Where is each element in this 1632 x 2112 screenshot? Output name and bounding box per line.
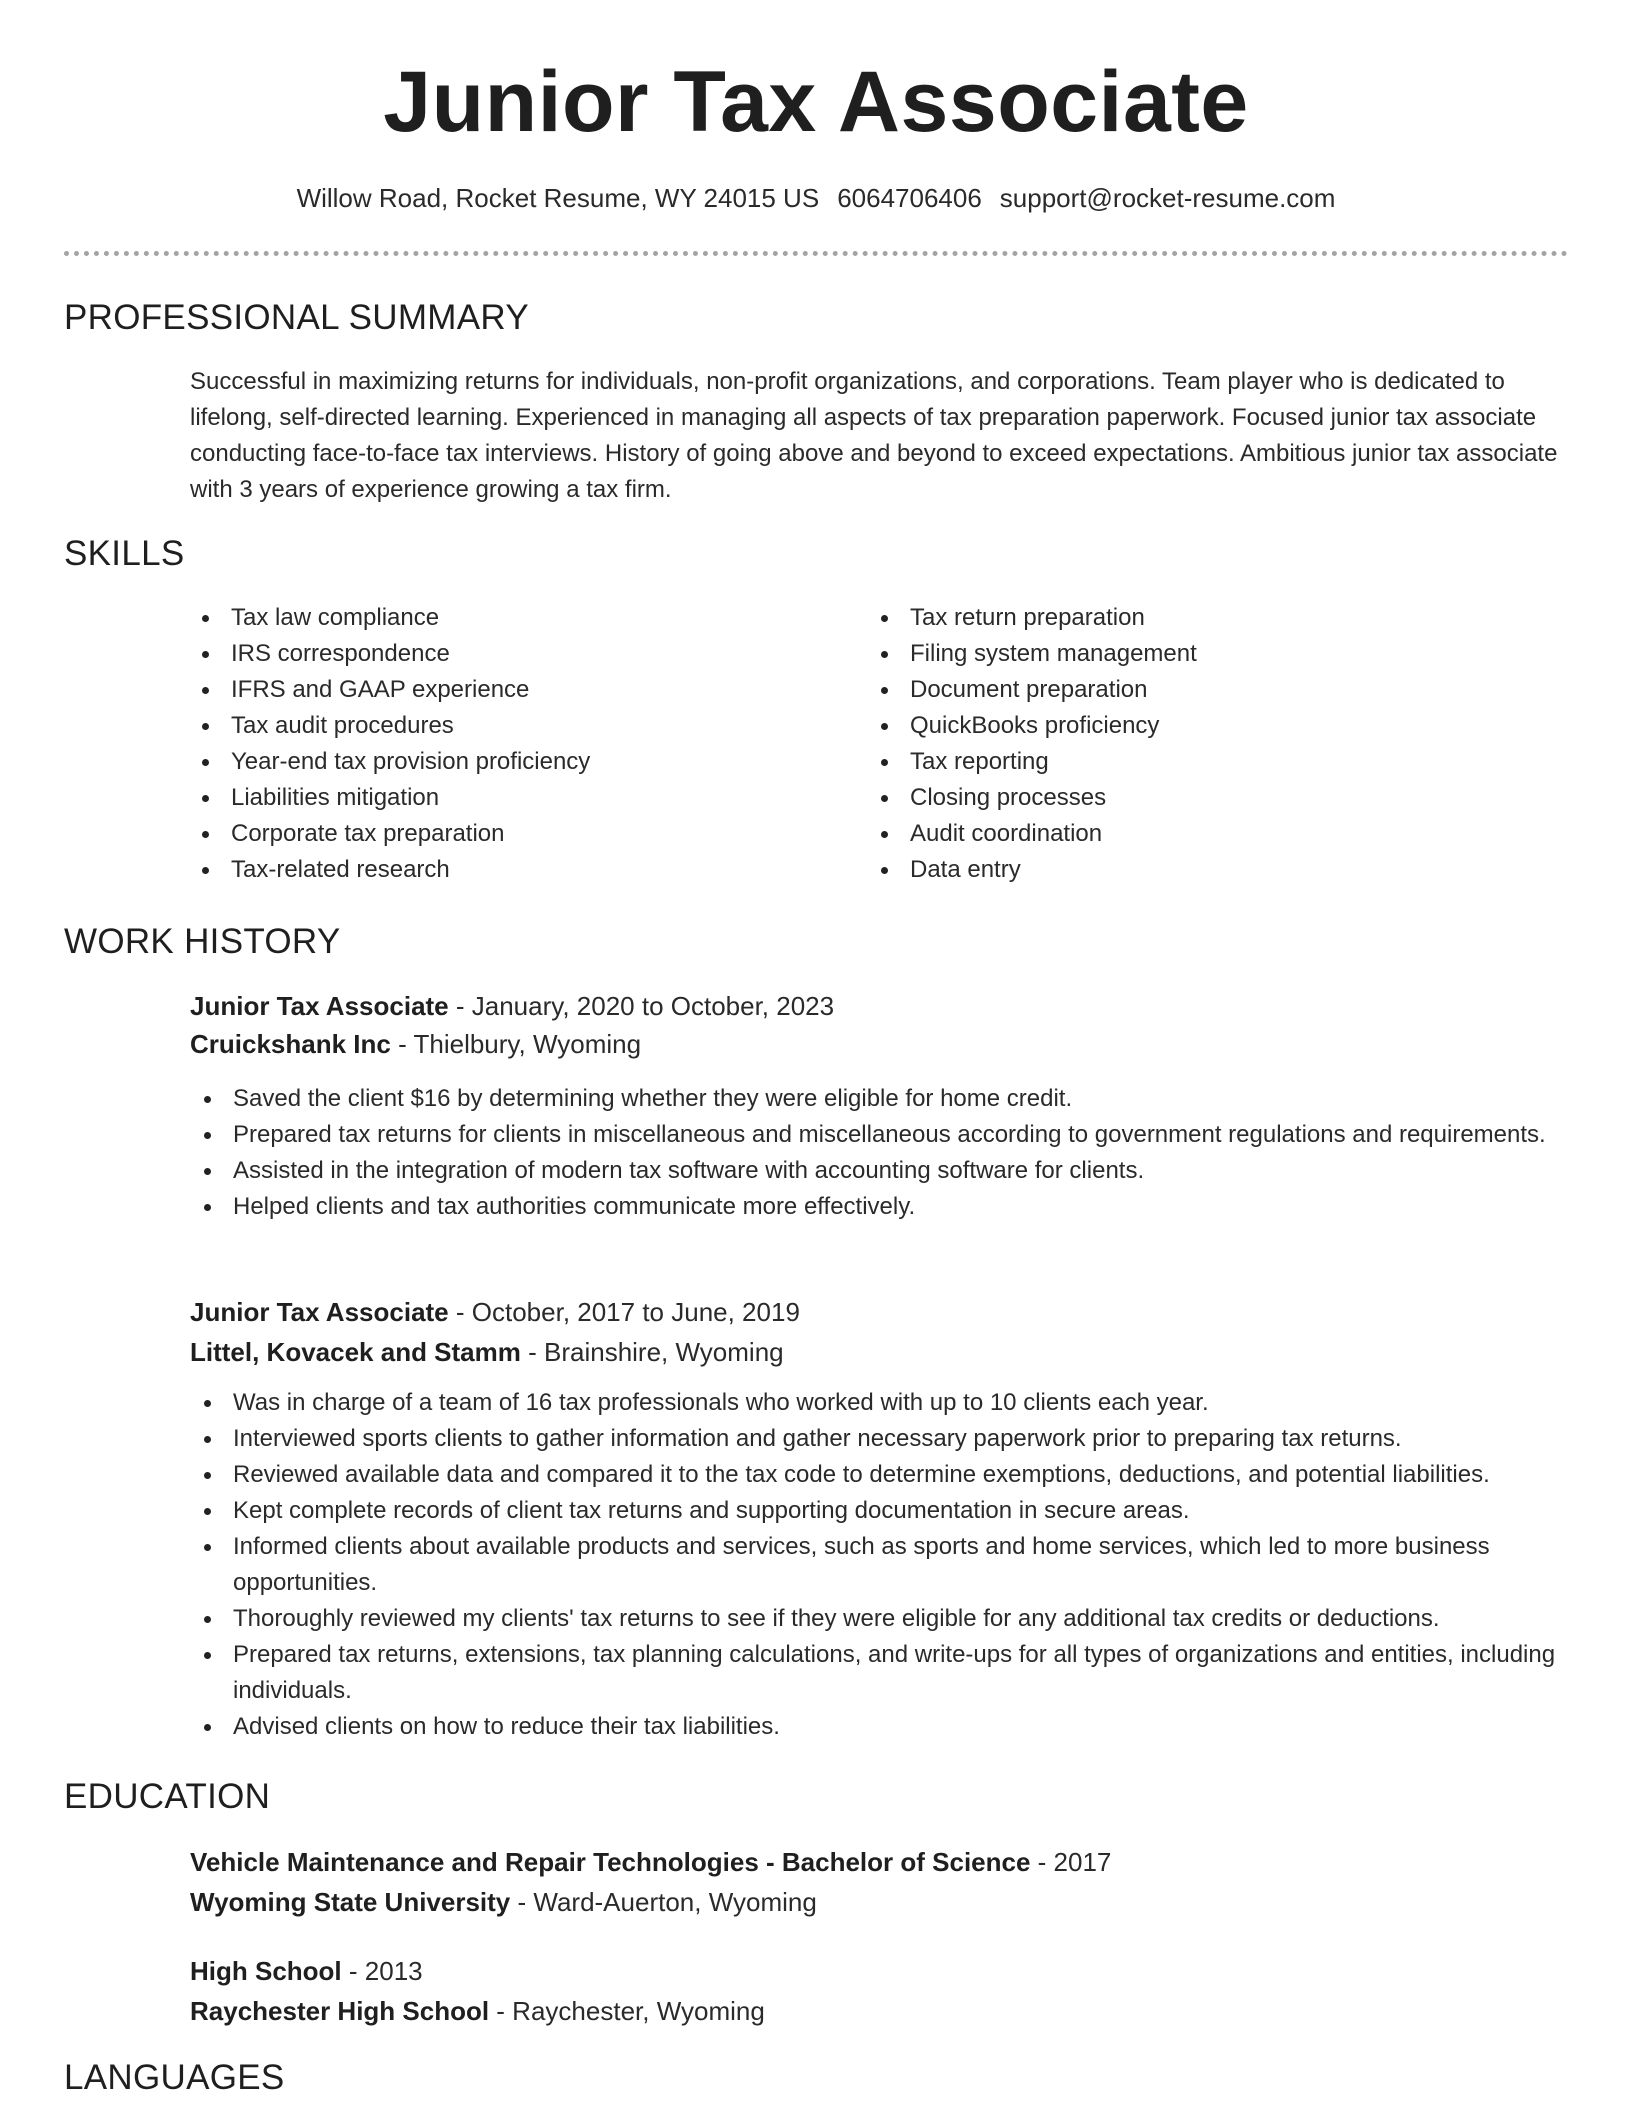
- education-degree-line: [190, 1952, 423, 1990]
- skills-list-right: [867, 600, 1507, 888]
- job-bullet: Prepared tax returns for clients in miscellaneous and miscellaneous according to government regulations and requirements.: [190, 1117, 1560, 1153]
- education-degree-line: [190, 1843, 1111, 1881]
- job-location: - Thielbury, Wyoming: [390, 1029, 642, 1059]
- skills-list-left: [188, 600, 828, 888]
- resume-name-title: Junior Tax Associate: [383, 54, 1249, 150]
- skill-item: IRS correspondence: [188, 636, 828, 672]
- job-company-line: [190, 1025, 641, 1063]
- education-year: - 2017: [1030, 1847, 1112, 1877]
- contact-line: [0, 180, 1632, 216]
- job-title-line: [190, 1293, 800, 1331]
- summary-text: Successful in maximizing returns for individuals, non-profit organizations, and corporations. Team player who is dedicated to lifelong, self-directed learning. Experienced in managing all aspects of tax preparation paperwork. Focused junior tax associate conducting face-to-face tax interviews. History of going above and beyond to exceed expectations. Ambitious junior tax associate with 3 years of experience growing a tax firm.: [190, 368, 1558, 503]
- job-title-line: [190, 987, 834, 1025]
- job-bullet: Prepared tax returns, extensions, tax planning calculations, and write-ups for all types of organizations and entities, including individuals.: [190, 1637, 1560, 1709]
- skill-item: Audit coordination: [867, 816, 1507, 852]
- job-role: Junior Tax Associate: [190, 991, 449, 1021]
- job-bullet: Was in charge of a team of 16 tax professionals who worked with up to 10 clients each year.: [190, 1385, 1560, 1421]
- summary-heading: PROFESSIONAL SUMMARY: [64, 298, 529, 337]
- job-bullets: [190, 1081, 1560, 1225]
- job-bullet: Saved the client $16 by determining whether they were eligible for home credit.: [190, 1081, 1560, 1117]
- education-school-line: [190, 1992, 765, 2030]
- education-year: - 2013: [341, 1956, 423, 1986]
- skill-item: Filing system management: [867, 636, 1507, 672]
- job-bullet: Thoroughly reviewed my clients' tax returns to see if they were eligible for any additional tax credits or deductions.: [190, 1601, 1560, 1637]
- skill-item: Corporate tax preparation: [188, 816, 828, 852]
- education-degree: High School: [190, 1956, 342, 1986]
- skills-heading: SKILLS: [64, 534, 185, 573]
- contact-email: support@rocket-resume.com: [999, 183, 1336, 213]
- education-heading: EDUCATION: [64, 1777, 271, 1816]
- job-bullet: Interviewed sports clients to gather information and gather necessary paperwork prior to preparing tax returns.: [190, 1421, 1560, 1457]
- job-company: Littel, Kovacek and Stamm: [190, 1337, 521, 1367]
- education-school: Wyoming State University: [190, 1887, 511, 1917]
- education-school: Raychester High School: [190, 1996, 490, 2026]
- skill-item: Liabilities mitigation: [188, 780, 828, 816]
- skill-item: Tax audit procedures: [188, 708, 828, 744]
- education-degree: Vehicle Maintenance and Repair Technologies - Bachelor of Science: [190, 1847, 1031, 1877]
- job-bullet: Assisted in the integration of modern tax software with accounting software for clients.: [190, 1153, 1560, 1189]
- job-company: Cruickshank Inc: [190, 1029, 391, 1059]
- skill-item: Year-end tax provision proficiency: [188, 744, 828, 780]
- skill-item: Closing processes: [867, 780, 1507, 816]
- work-history-heading: WORK HISTORY: [64, 922, 341, 961]
- skill-item: Document preparation: [867, 672, 1507, 708]
- education-school-line: [190, 1883, 817, 1921]
- header-divider: [64, 251, 1568, 256]
- skill-item: IFRS and GAAP experience: [188, 672, 828, 708]
- job-role: Junior Tax Associate: [190, 1297, 449, 1327]
- languages-heading: LANGUAGES: [64, 2058, 285, 2097]
- skill-item: Tax-related research: [188, 852, 828, 888]
- education-location: - Ward-Auerton, Wyoming: [510, 1887, 817, 1917]
- job-bullet: Informed clients about available products and services, such as sports and home services, which led to more business opportunities.: [190, 1529, 1560, 1601]
- skill-item: Tax law compliance: [188, 600, 828, 636]
- job-bullet: Kept complete records of client tax returns and supporting documentation in secure areas.: [190, 1493, 1560, 1529]
- job-company-line: [190, 1333, 784, 1371]
- job-location: - Brainshire, Wyoming: [520, 1337, 784, 1367]
- job-bullets: [190, 1385, 1560, 1745]
- job-bullet: Helped clients and tax authorities communicate more effectively.: [190, 1189, 1560, 1225]
- job-bullet: Advised clients on how to reduce their tax liabilities.: [190, 1709, 1560, 1745]
- job-bullet: Reviewed available data and compared it to the tax code to determine exemptions, deductions, and potential liabilities.: [190, 1457, 1560, 1493]
- job-dates: - October, 2017 to June, 2019: [448, 1297, 800, 1327]
- contact-phone: 6064706406: [837, 183, 982, 213]
- skill-item: Tax reporting: [867, 744, 1507, 780]
- skill-item: Tax return preparation: [867, 600, 1507, 636]
- education-location: - Raychester, Wyoming: [489, 1996, 765, 2026]
- skill-item: Data entry: [867, 852, 1507, 888]
- job-dates: - January, 2020 to October, 2023: [448, 991, 835, 1021]
- contact-address: Willow Road, Rocket Resume, WY 24015 US: [296, 183, 820, 213]
- skill-item: QuickBooks proficiency: [867, 708, 1507, 744]
